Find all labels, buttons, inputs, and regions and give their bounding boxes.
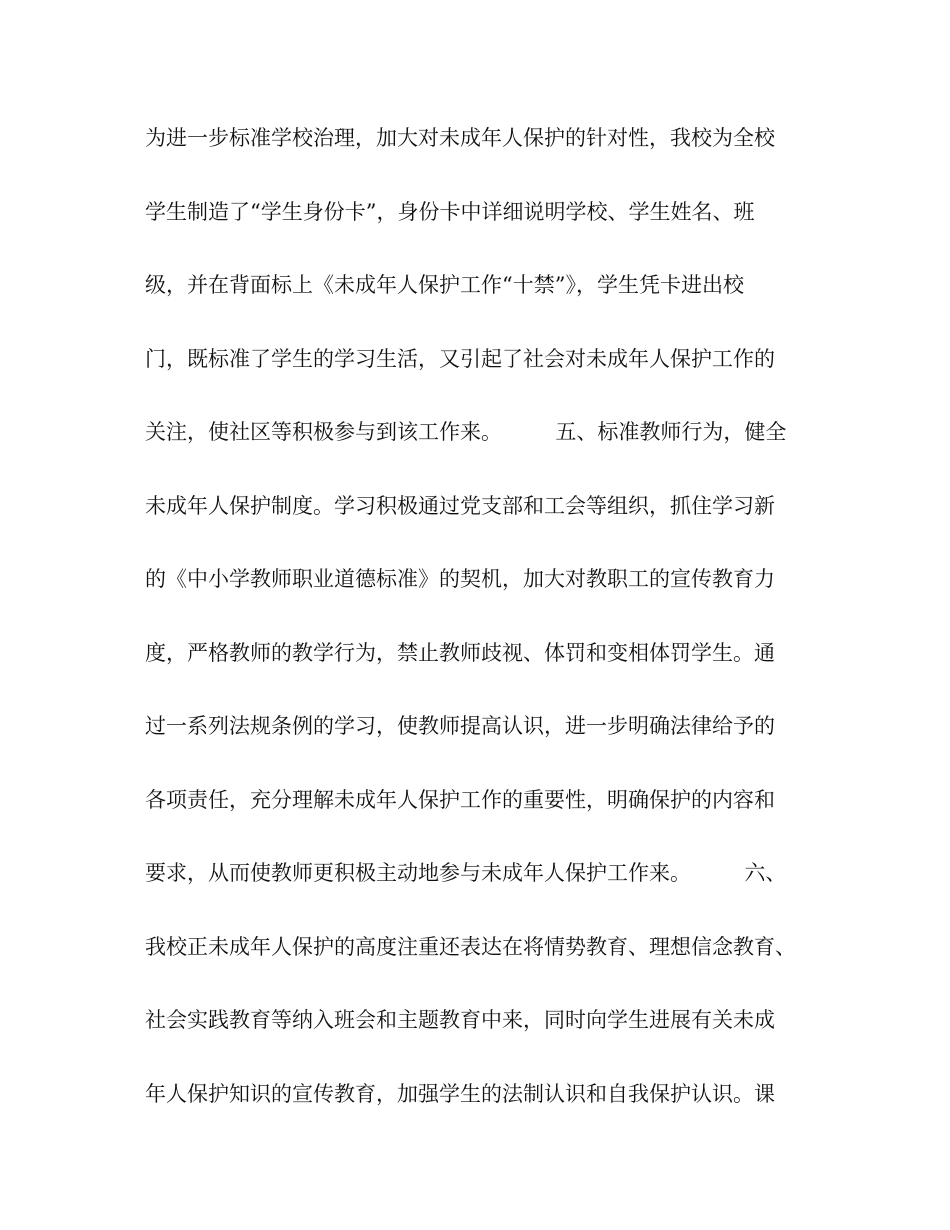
text-line: 未成年人保护制度。学习积极通过党支部和工会等组织，抓住学习新 <box>145 493 775 518</box>
text-line: 社会实践教育等纳入班会和主题教育中来，同时向学生进展有关未成 <box>145 1008 775 1032</box>
text-line: 学生制造了“学生身份卡”，身份卡中详细说明学校、学生姓名、班 <box>145 199 755 224</box>
text-line: 过一系列法规条例的学习，使教师提高认识，进一步明确法律给予的 <box>145 714 775 738</box>
text-line: 门，既标准了学生的学习生活，又引起了社会对未成年人保护工作的 <box>145 346 775 371</box>
text-line: 为进一步标准学校治理，加大对未成年人保护的针对性，我校为全校 <box>145 126 775 150</box>
text-line: 各项责任，充分理解未成年人保护工作的重要性，明确保护的内容和 <box>145 787 775 812</box>
text-line: 级，并在背面标上《未成年人保护工作“十禁”》，学生凭卡进出校 <box>145 273 744 297</box>
text-line: 年人保护知识的宣传教育，加强学生的法制认识和自我保护认识。课 <box>145 1081 775 1106</box>
text-line: 我校正未成年人保护的高度注重还表达在将情势教育、理想信念教育、 <box>145 934 796 959</box>
body-text <box>145 124 815 1153</box>
text-line: 关注，使社区等积极参与到该工作来。 五、标准教师行为，健全 <box>145 420 787 444</box>
text-line: 要求，从而使教师更积极主动地参与未成年人保护工作来。 六、 <box>145 861 787 885</box>
text-line: 度，严格教师的教学行为，禁止教师歧视、体罚和变相体罚学生。通 <box>145 640 775 665</box>
text-line: 的《中小学教师职业道德标准》的契机，加大对教职工的宣传教育力 <box>145 567 775 591</box>
